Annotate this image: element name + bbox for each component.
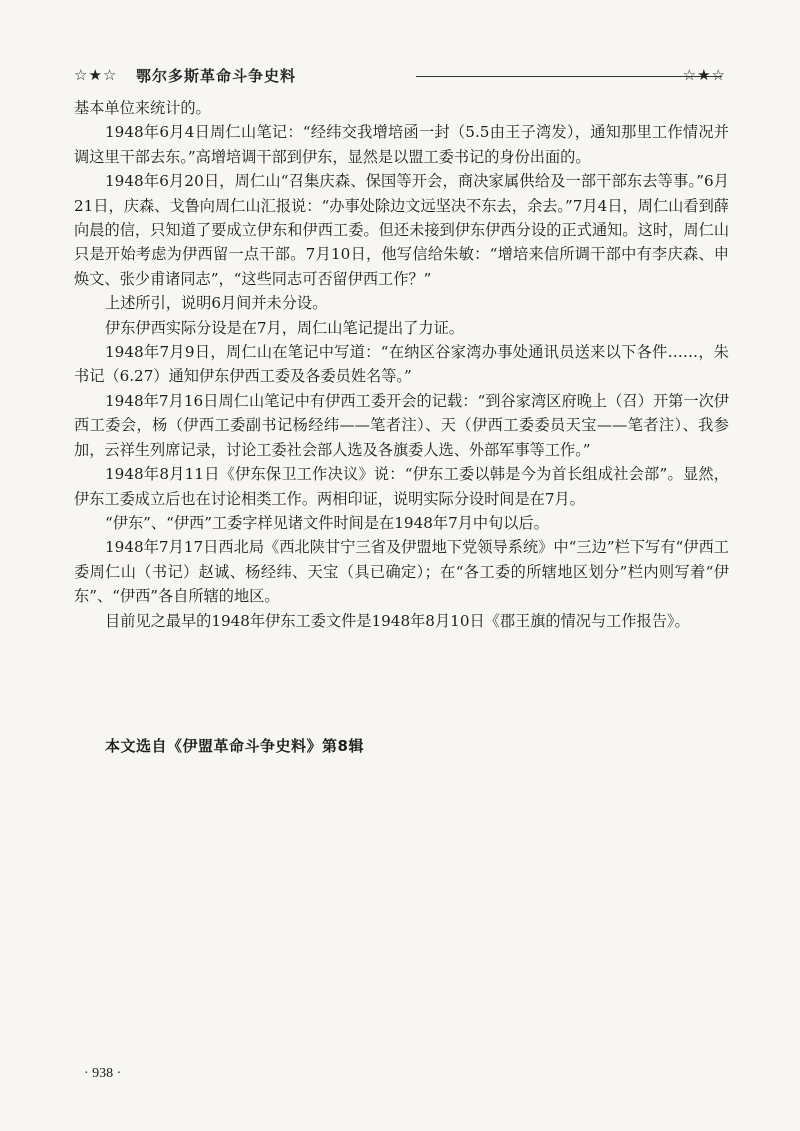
paragraph: 1948年6月4日周仁山笔记：“经纬交我增培函一封（5.5由王子湾发），通知那里工作情况并调这里干部去东。”高增培调干部到伊东，显然是以盟工委书记的身份出面的。 [74, 123, 729, 166]
paragraph: 伊东伊西实际分设是在7月，周仁山笔记提出了力证。 [105, 318, 464, 337]
paragraph: 目前见之最早的1948年伊东工委文件是1948年8月10日《郡王旗的情况与工作报告》。 [105, 611, 690, 630]
body-text [74, 96, 729, 633]
paragraph: 上述所引，说明6月间并未分设。 [105, 294, 328, 313]
header-stars-left: ☆★☆ [74, 66, 118, 84]
paragraph: 1948年7月9日，周仁山在笔记中写道：“在纳区谷家湾办事处通讯员送来以下各件……，朱书记（6.27）通知伊东伊西工委及各委员姓名等。” [74, 343, 729, 386]
paragraph: 1948年7月17日西北局《西北陕甘宁三省及伊盟地下党领导系统》中“三边”栏下写有“伊西工委周仁山（书记）赵诚、杨经纬、天宝（具已确定）；在“各工委的所辖地区划分”栏内则写着“伊东”、“伊西”各自所辖的地区。 [74, 538, 729, 606]
header-title: 鄂尔多斯革命斗争史料 [136, 67, 297, 85]
page-number: · 938 · [84, 1066, 122, 1081]
paragraph: 1948年8月11日《伊东保卫工作决议》说：“伊东工委以韩是今为首长组成社会部”。显然，伊东工委成立后也在讨论相类工作。两相印证，说明实际分设时间是在7月。 [74, 465, 729, 508]
running-header [74, 64, 726, 88]
paragraph: 1948年6月20日，周仁山“召集庆森、保国等开会，商决家属供给及一部干部东去等事。”6月21日，庆森、戈鲁向周仁山汇报说：“办事处除边文远坚决不东去，余去。”7月4日，周仁山看到薛向晨的信，只知道了要成立伊东和伊西工委。但还未接到伊东伊西分设的正式通知。这时，周仁山只是开始考虑为伊西留一点干部。7月10日，他写信给朱敏：“增培来信所调干部中有李庆森、申焕文、张少甫诸同志”，“这些同志可否留伊西工作？” [74, 172, 729, 288]
source-note: 本文选自《伊盟革命斗争史料》第8辑 [105, 737, 364, 755]
header-rule [416, 76, 722, 77]
header-stars-right: ☆★☆ [682, 66, 726, 84]
paragraph: 基本单位来统计的。 [74, 99, 211, 117]
paragraph: 1948年7月16日周仁山笔记中有伊西工委开会的记载：“到谷家湾区府晚上（召）开第一次伊西工委会，杨（伊西工委副书记杨经纬——笔者注）、天（伊西工委委员天宝——笔者注）、我参加，云祥生列席记录，讨论工委社会部人选及各旗委人选、外部军事等工作。” [74, 391, 729, 459]
paragraph: “伊东”、“伊西”工委字样见诸文件时间是在1948年7月中旬以后。 [105, 513, 549, 532]
